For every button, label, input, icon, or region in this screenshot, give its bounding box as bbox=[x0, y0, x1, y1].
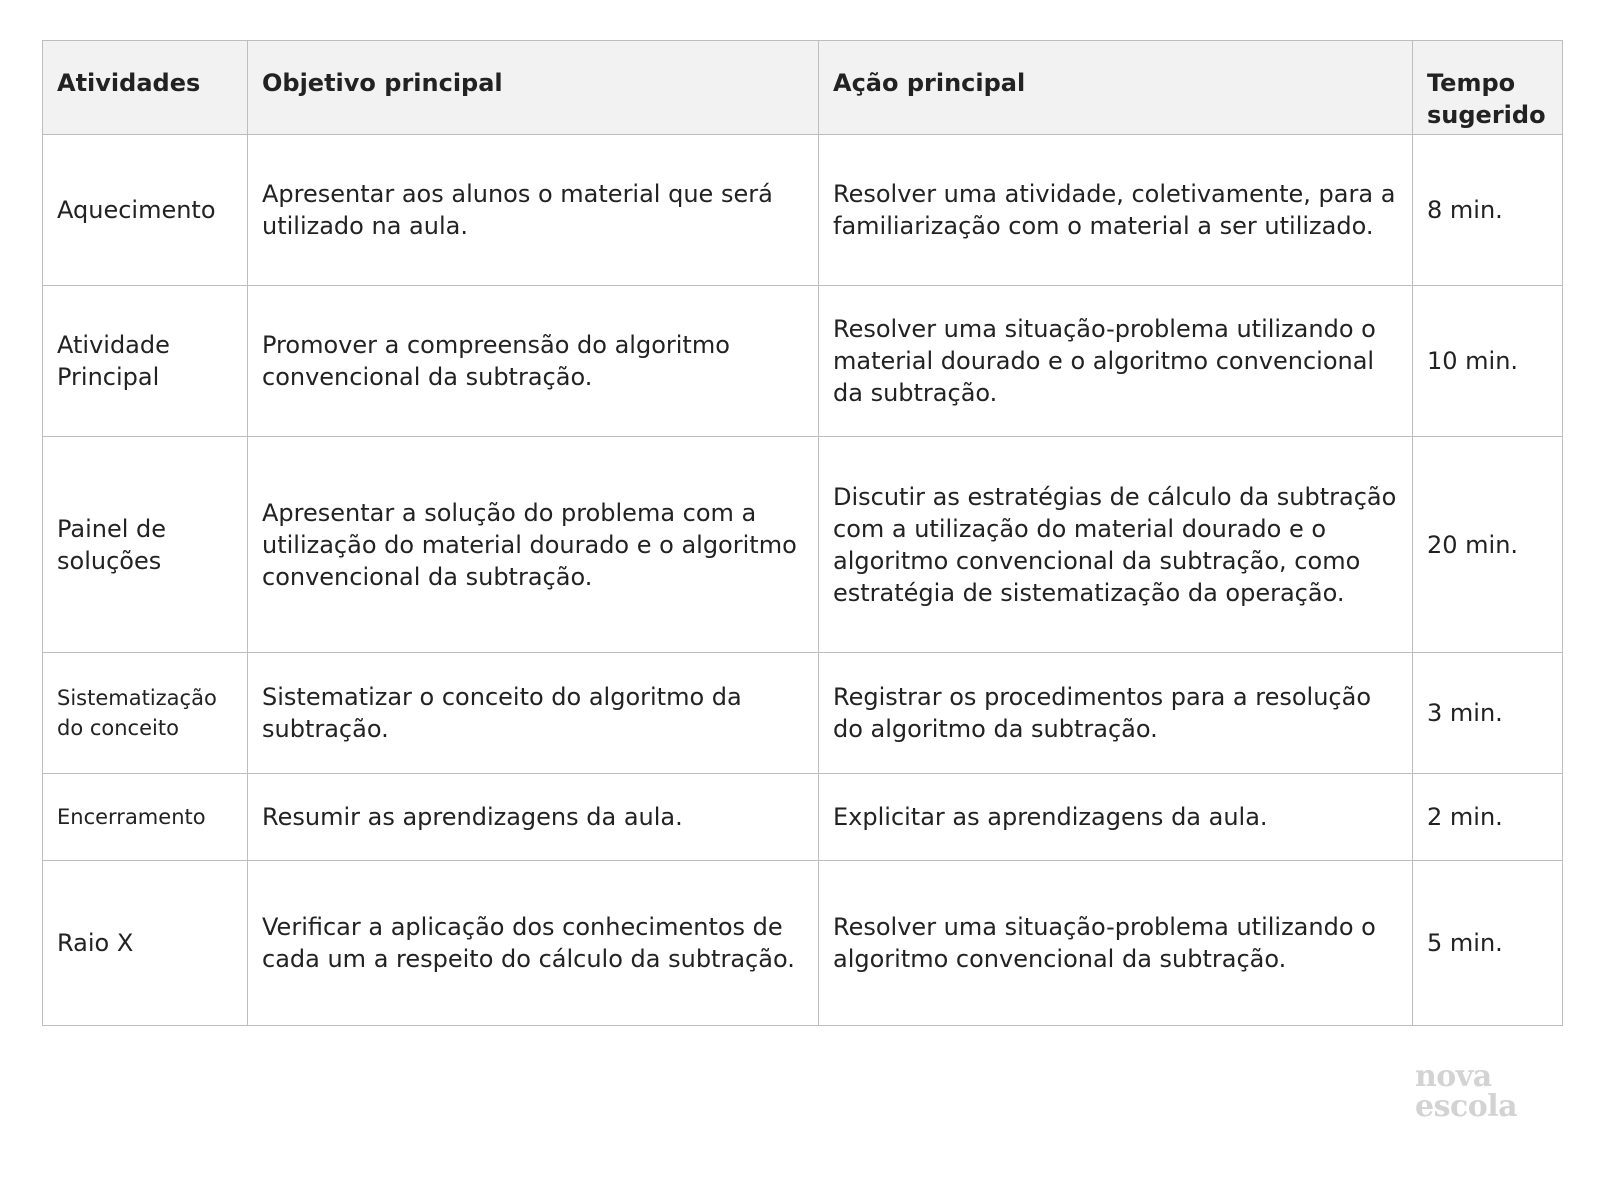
objective-cell: Resumir as aprendizagens da aula. bbox=[248, 774, 819, 861]
table-row bbox=[43, 135, 1563, 286]
objective-cell: Verificar a aplicação dos conhecimentos de cada um a respeito do cálculo da subtração. bbox=[248, 861, 819, 1026]
time-cell: 2 min. bbox=[1413, 774, 1563, 861]
header-main-objective: Objetivo principal bbox=[248, 41, 819, 135]
activity-cell: Sistematização do conceito bbox=[43, 653, 248, 774]
logo-line-2: escola bbox=[1415, 1089, 1518, 1124]
header-activities: Atividades bbox=[43, 41, 248, 135]
table-header-row bbox=[43, 41, 1563, 135]
time-cell: 8 min. bbox=[1413, 135, 1563, 286]
action-cell: Discutir as estratégias de cálculo da subtração com a utilização do material dourado e o algoritmo convencional da subtração, como estratégia de sistematização da operação. bbox=[819, 437, 1413, 653]
action-cell: Resolver uma situação-problema utilizando o algoritmo convencional da subtração. bbox=[819, 861, 1413, 1026]
time-cell: 5 min. bbox=[1413, 861, 1563, 1026]
lesson-plan-table bbox=[42, 40, 1563, 1026]
table-row bbox=[43, 286, 1563, 437]
activity-cell: Painel de soluções bbox=[43, 437, 248, 653]
objective-cell: Promover a compreensão do algoritmo convencional da subtração. bbox=[248, 286, 819, 437]
action-cell: Registrar os procedimentos para a resolução do algoritmo da subtração. bbox=[819, 653, 1413, 774]
header-main-action: Ação principal bbox=[819, 41, 1413, 135]
activity-cell: Atividade Principal bbox=[43, 286, 248, 437]
time-cell: 20 min. bbox=[1413, 437, 1563, 653]
table-row bbox=[43, 437, 1563, 653]
nova-escola-logo bbox=[1415, 1059, 1535, 1124]
table-row bbox=[43, 653, 1563, 774]
objective-cell: Apresentar aos alunos o material que será utilizado na aula. bbox=[248, 135, 819, 286]
action-cell: Resolver uma situação-problema utilizando o material dourado e o algoritmo convencional da subtração. bbox=[819, 286, 1413, 437]
action-cell: Resolver uma atividade, coletivamente, para a familiarização com o material a ser utilizado. bbox=[819, 135, 1413, 286]
activity-cell: Raio X bbox=[43, 861, 248, 1026]
logo-line-1: nova bbox=[1415, 1059, 1492, 1094]
activity-cell: Encerramento bbox=[43, 774, 248, 861]
header-suggested-time: Tempo sugerido bbox=[1413, 41, 1563, 135]
action-cell: Explicitar as aprendizagens da aula. bbox=[819, 774, 1413, 861]
time-cell: 10 min. bbox=[1413, 286, 1563, 437]
time-cell: 3 min. bbox=[1413, 653, 1563, 774]
activity-cell: Aquecimento bbox=[43, 135, 248, 286]
table-row bbox=[43, 861, 1563, 1026]
table-row bbox=[43, 774, 1563, 861]
objective-cell: Apresentar a solução do problema com a utilização do material dourado e o algoritmo convencional da subtração. bbox=[248, 437, 819, 653]
objective-cell: Sistematizar o conceito do algoritmo da subtração. bbox=[248, 653, 819, 774]
